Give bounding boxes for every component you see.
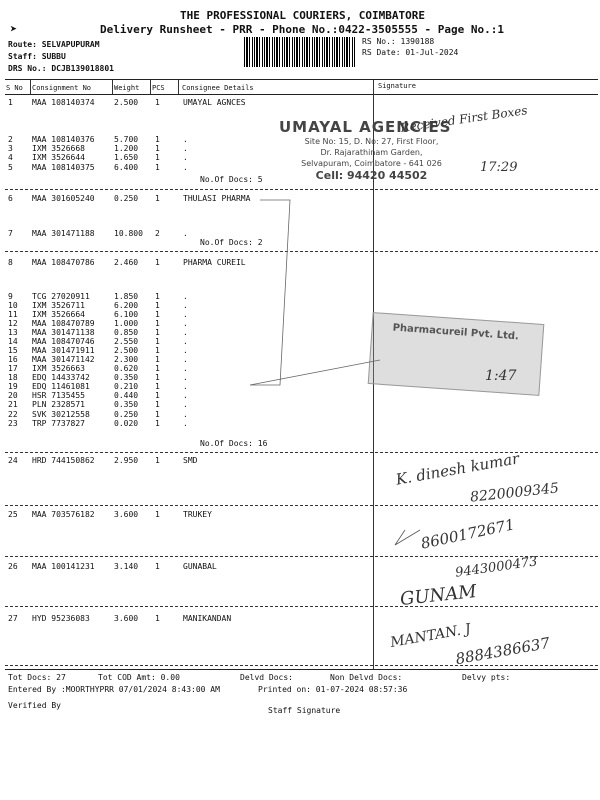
cell-cno: EDQ 11461081 (32, 382, 90, 391)
cell-pcs: 1 (155, 391, 160, 400)
header-bottom-rule (5, 94, 598, 95)
runsheet-title: Delivery Runsheet - PRR - Phone No.:0422-3505555 - Page No.:1 (100, 23, 504, 36)
cell-wt: 2.460 (114, 258, 139, 267)
cell-pcs: 1 (155, 400, 160, 409)
cell-cno: IXM 3526663 (32, 364, 85, 373)
non-delvd-docs: Non Delvd Docs: (330, 673, 403, 682)
cell-cno: MAA 301605240 (32, 194, 95, 203)
cell-pcs: 1 (155, 144, 160, 153)
cell-wt: 2.950 (114, 456, 139, 465)
cell-sno: 26 (8, 562, 18, 571)
cell-cons: . (183, 346, 188, 355)
rs-date: RS Date: 01-Jul-2024 (362, 48, 459, 57)
pharmacureil-stamp (368, 312, 545, 396)
cell-wt: 3.600 (114, 614, 139, 623)
cell-pcs: 1 (155, 98, 160, 107)
cell-pcs: 1 (155, 364, 160, 373)
cell-pcs: 1 (155, 346, 160, 355)
cell-sno: 5 (8, 163, 13, 172)
cell-cno: PLN 2328571 (32, 400, 85, 409)
cell-pcs: 1 (155, 301, 160, 310)
cell-pcs: 1 (155, 456, 160, 465)
cell-pcs: 1 (155, 373, 160, 382)
group-divider (5, 665, 598, 666)
cell-cno: MAA 301471188 (32, 229, 95, 238)
cell-sno: 24 (8, 456, 18, 465)
cell-sno: 12 (8, 319, 18, 328)
cell-cno: MAA 108140374 (32, 98, 95, 107)
handwritten-time: 17:29 (480, 160, 518, 175)
cell-cons: . (183, 373, 188, 382)
cell-wt: 3.600 (114, 510, 139, 519)
cell-cno: IXM 3526668 (32, 144, 85, 153)
cell-pcs: 1 (155, 562, 160, 571)
cell-cno: MAA 100141231 (32, 562, 95, 571)
cell-sno: 11 (8, 310, 18, 319)
cell-cno: EDQ 14433742 (32, 373, 90, 382)
cell-cons: GUNABAL (183, 562, 217, 571)
cell-sno: 1 (8, 98, 13, 107)
cell-cno: HYD 95236083 (32, 614, 90, 623)
delvd-docs: Delvd Docs: (240, 673, 293, 682)
company-name: THE PROFESSIONAL COURIERS, COIMBATORE (180, 9, 426, 22)
cell-wt: 1.000 (114, 319, 139, 328)
cell-cons: . (183, 328, 188, 337)
cell-cno: MAA 108470786 (32, 258, 95, 267)
cell-pcs: 1 (155, 419, 160, 428)
staff-signature: Staff Signature (268, 706, 341, 715)
drs-no: DRS No.: DCJB139018801 (8, 64, 114, 73)
stamp2-name: Pharmacureil Pvt. Ltd. (392, 322, 520, 343)
cell-cno: MAA 703576182 (32, 510, 95, 519)
cell-sno: 10 (8, 301, 18, 310)
cell-sno: 7 (8, 229, 13, 238)
cell-pcs: 1 (155, 355, 160, 364)
cell-cons: UMAYAL AGNCES (183, 98, 246, 107)
cell-sno: 6 (8, 194, 13, 203)
cell-cons: . (183, 419, 188, 428)
handwritten-phone: 8884386637 (454, 633, 552, 669)
col-sno: S No (6, 84, 23, 92)
cell-wt: 0.250 (114, 194, 139, 203)
stamp-line: Site No: 15, D. No: 27, First Floor, (304, 137, 439, 146)
cell-cno: MAA 301471911 (32, 346, 95, 355)
cell-cno: MAA 301471138 (32, 328, 95, 337)
cell-wt: 0.620 (114, 364, 139, 373)
cell-cons: SMD (183, 456, 198, 465)
cell-sno: 21 (8, 400, 18, 409)
cell-sno: 8 (8, 258, 13, 267)
cell-cons: . (183, 144, 188, 153)
cell-cons: . (183, 410, 188, 419)
handwritten-name: K. dinesh kumar (394, 449, 521, 489)
cell-cno: MAA 108470746 (32, 337, 95, 346)
cell-pcs: 1 (155, 153, 160, 162)
cell-cons: . (183, 364, 188, 373)
cell-sno: 27 (8, 614, 18, 623)
cell-pcs: 1 (155, 163, 160, 172)
cell-pcs: 1 (155, 194, 160, 203)
printed-on: Printed on: 01-07-2024 08:57:36 (258, 685, 408, 694)
stamp-line: Selvapuram, Coimbatore - 641 026 (301, 159, 442, 168)
group-divider (5, 556, 598, 557)
cell-cno: MAA 108140376 (32, 135, 95, 144)
group-divider (5, 251, 598, 252)
cell-pcs: 1 (155, 510, 160, 519)
cell-sno: 22 (8, 410, 18, 419)
group-divider (5, 505, 598, 506)
staff: Staff: SUBBU (8, 52, 66, 61)
footer-rule (5, 669, 598, 670)
tot-docs: Tot Docs: 27 (8, 673, 66, 682)
cell-pcs: 1 (155, 319, 160, 328)
cell-wt: 1.850 (114, 292, 139, 301)
cell-cons: TRUKEY (183, 510, 212, 519)
cell-sno: 16 (8, 355, 18, 364)
col-divider (150, 80, 151, 94)
cell-wt: 5.700 (114, 135, 139, 144)
handwritten-name: MANTAN. J (389, 621, 473, 651)
col-consignee: Consignee Details (182, 84, 254, 92)
cell-cons: . (183, 382, 188, 391)
cell-sno: 9 (8, 292, 13, 301)
cell-cons: . (183, 301, 188, 310)
cell-pcs: 2 (155, 229, 160, 238)
tot-cod: Tot COD Amt: 0.00 (98, 673, 180, 682)
cell-pcs: 1 (155, 135, 160, 144)
cell-cons: . (183, 229, 188, 238)
cell-cons: . (183, 400, 188, 409)
col-divider (112, 80, 113, 94)
cell-wt: 0.350 (114, 373, 139, 382)
cell-cons: . (183, 391, 188, 400)
cell-cno: TCG 27020911 (32, 292, 90, 301)
cell-wt: 6.400 (114, 163, 139, 172)
cell-sno: 23 (8, 419, 18, 428)
cell-cons: . (183, 319, 188, 328)
cell-sno: 3 (8, 144, 13, 153)
cell-cno: MAA 108470789 (32, 319, 95, 328)
cell-cno: TRP 7737827 (32, 419, 85, 428)
cell-sno: 2 (8, 135, 13, 144)
cell-wt: 0.850 (114, 328, 139, 337)
cell-wt: 2.500 (114, 346, 139, 355)
col-consignment: Consignment No (32, 84, 92, 92)
handwritten-phone: 8600172671 (419, 515, 517, 553)
cell-wt: 1.650 (114, 153, 139, 162)
cell-cons: . (183, 292, 188, 301)
cell-sno: 14 (8, 337, 18, 346)
cell-cno: HSR 7135455 (32, 391, 85, 400)
cell-cons: THULASI PHARMA (183, 194, 251, 203)
cell-pcs: 1 (155, 382, 160, 391)
cell-wt: 0.210 (114, 382, 139, 391)
cell-wt: 0.250 (114, 410, 139, 419)
handwritten-phone: 8220009345 (469, 480, 560, 506)
cell-cons: . (183, 355, 188, 364)
cell-sno: 18 (8, 373, 18, 382)
cell-cno: IXM 3526644 (32, 153, 85, 162)
cell-cons: . (183, 310, 188, 319)
cell-cons: PHARMA CUREIL (183, 258, 246, 267)
entered-by: Entered By :MOORTHYPRR 07/01/2024 8:43:00 AM (8, 685, 220, 694)
cell-pcs: 1 (155, 258, 160, 267)
col-pcs: PCS (152, 84, 165, 92)
handwritten-name: GUNAM (399, 581, 478, 610)
cell-wt: 2.300 (114, 355, 139, 364)
handwritten-note: Received First Boxes (399, 103, 529, 135)
cell-wt: 1.200 (114, 144, 139, 153)
delvy-pts: Delvy pts: (462, 673, 511, 682)
verified-by: Verified By (8, 701, 61, 710)
rs-no: RS No.: 1390188 (362, 37, 435, 46)
cell-wt: 10.800 (114, 229, 143, 238)
cell-wt: 6.100 (114, 310, 139, 319)
cell-sno: 13 (8, 328, 18, 337)
cell-cno: IXM 3526664 (32, 310, 85, 319)
cell-cno: SVK 30212558 (32, 410, 90, 419)
handwritten-phone: 9443000473 (454, 554, 539, 581)
cell-cons: MANIKANDAN (183, 614, 232, 623)
cell-sno: 25 (8, 510, 18, 519)
cell-wt: 6.200 (114, 301, 139, 310)
barcode (244, 37, 356, 67)
cell-pcs: 1 (155, 337, 160, 346)
cell-pcs: 1 (155, 328, 160, 337)
cell-sno: 17 (8, 364, 18, 373)
col-signature: Signature (378, 82, 416, 90)
cell-pcs: 1 (155, 614, 160, 623)
stamp-cell: Cell: 94420 44502 (315, 169, 428, 182)
cell-pcs: 1 (155, 292, 160, 301)
group-divider (5, 189, 598, 190)
cell-wt: 0.440 (114, 391, 139, 400)
cell-wt: 0.350 (114, 400, 139, 409)
cell-wt: 3.140 (114, 562, 139, 571)
cell-sno: 15 (8, 346, 18, 355)
cell-wt: 0.020 (114, 419, 139, 428)
cell-cno: IXM 3526711 (32, 301, 85, 310)
cell-cno: HRD 744150862 (32, 456, 95, 465)
group-divider (5, 606, 598, 607)
cell-cno: MAA 301471142 (32, 355, 95, 364)
header-top-rule (5, 79, 598, 80)
route: Route: SELVAPUPURAM (8, 40, 100, 49)
stamp-name: UMAYAL AGENCIES (279, 118, 452, 136)
col-divider (30, 80, 31, 94)
cell-wt: 2.500 (114, 98, 139, 107)
stamp-line: Dr. Rajarathinam Garden, (320, 148, 423, 157)
doc-count: No.Of Docs: 2 (200, 238, 263, 247)
cell-pcs: 1 (155, 310, 160, 319)
cell-sno: 20 (8, 391, 18, 400)
cell-cons: . (183, 135, 188, 144)
col-divider (178, 80, 179, 94)
doc-count: No.Of Docs: 16 (200, 439, 268, 448)
cell-pcs: 1 (155, 410, 160, 419)
cell-sno: 4 (8, 153, 13, 162)
cell-cno: MAA 108140375 (32, 163, 95, 172)
cell-sno: 19 (8, 382, 18, 391)
col-weight: Weight (114, 84, 140, 92)
cell-cons: . (183, 163, 188, 172)
handwritten-time: 1:47 (485, 368, 517, 384)
cell-cons: . (183, 337, 188, 346)
cell-cons: . (183, 153, 188, 162)
doc-count: No.Of Docs: 5 (200, 175, 263, 184)
cell-wt: 2.550 (114, 337, 139, 346)
logo-icon: ➤ (10, 22, 18, 36)
